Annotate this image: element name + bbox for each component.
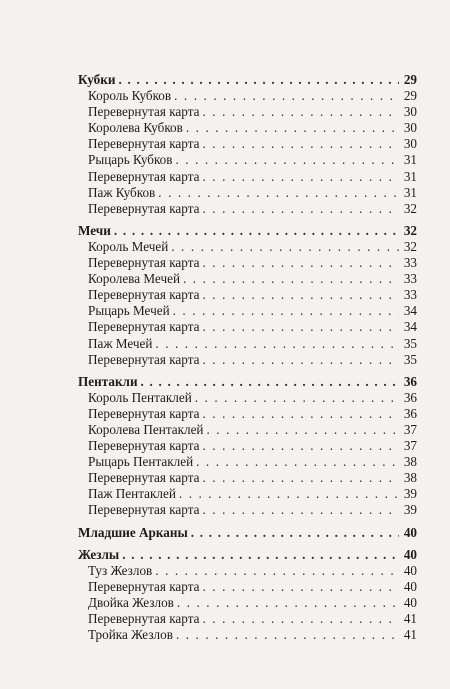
- toc-page-number: 34: [403, 303, 417, 319]
- toc-entry-title: Королева Пентаклей: [88, 421, 204, 437]
- toc-entry[interactable]: [78, 201, 417, 217]
- toc-page-number: 35: [403, 335, 417, 351]
- toc-page-number: 32: [403, 200, 417, 216]
- toc-section-heading[interactable]: [78, 525, 417, 541]
- toc-page-number: 32: [403, 238, 417, 254]
- toc-section-heading[interactable]: [78, 223, 417, 239]
- toc-entry-title: Перевернутая карта: [88, 168, 200, 184]
- toc-entry-title: Король Пентаклей: [88, 389, 192, 405]
- dot-leader: [179, 486, 399, 502]
- toc-entry[interactable]: [78, 611, 417, 627]
- toc-entry[interactable]: [78, 303, 417, 319]
- toc-page-number: 32: [403, 222, 417, 238]
- toc-section-title: Жезлы: [78, 546, 120, 562]
- dot-leader: [202, 319, 399, 335]
- dot-leader: [195, 390, 399, 406]
- toc-page-number: 29: [403, 88, 417, 104]
- toc-page-number: 38: [403, 470, 417, 486]
- toc-entry[interactable]: [78, 486, 417, 502]
- toc-entry-title: Король Кубков: [88, 88, 172, 104]
- dot-leader: [183, 271, 399, 287]
- toc-entry-title: Перевернутая карта: [88, 438, 200, 454]
- toc-page-number: 30: [403, 136, 417, 152]
- dot-leader: [202, 406, 399, 422]
- toc-section-title: Младшие Арканы: [78, 524, 188, 540]
- toc-entry-title: Перевернутая карта: [88, 136, 200, 152]
- dot-leader: [186, 120, 399, 136]
- toc-page-number: 39: [403, 502, 417, 518]
- toc-entry[interactable]: [78, 287, 417, 303]
- toc-page-number: 39: [403, 486, 417, 502]
- toc-page-number: 40: [403, 546, 417, 562]
- table-of-contents: [78, 72, 417, 643]
- toc-entry-title: Перевернутая карта: [88, 255, 200, 271]
- toc-section-heading[interactable]: [78, 72, 417, 88]
- toc-page-number: 30: [403, 104, 417, 120]
- dot-leader: [191, 525, 399, 541]
- toc-entry[interactable]: [78, 255, 417, 271]
- toc-entry-title: Перевернутая карта: [88, 502, 200, 518]
- toc-entry-title: Перевернутая карта: [88, 287, 200, 303]
- toc-entry[interactable]: [78, 319, 417, 335]
- toc-entry-title: Паж Пентаклей: [88, 486, 176, 502]
- toc-section-title: Мечи: [78, 222, 111, 238]
- toc-page-number: 31: [403, 168, 417, 184]
- dot-leader: [174, 88, 399, 104]
- toc-entry-title: Перевернутая карта: [88, 200, 200, 216]
- dot-leader: [155, 563, 399, 579]
- dot-leader: [207, 422, 400, 438]
- dot-leader: [202, 611, 399, 627]
- toc-entry-title: Рыцарь Пентаклей: [88, 454, 194, 470]
- dot-leader: [155, 336, 399, 352]
- dot-leader: [202, 287, 399, 303]
- toc-entry[interactable]: [78, 352, 417, 368]
- dot-leader: [202, 470, 399, 486]
- dot-leader: [171, 239, 399, 255]
- toc-entry-title: Паж Мечей: [88, 335, 153, 351]
- toc-page-number: 40: [403, 578, 417, 594]
- toc-entry-title: Рыцарь Мечей: [88, 303, 170, 319]
- dot-leader: [173, 303, 399, 319]
- toc-section-heading[interactable]: [78, 547, 417, 563]
- dot-leader: [158, 185, 399, 201]
- toc-page-number: 41: [403, 611, 417, 626]
- dot-leader: [114, 223, 399, 239]
- toc-entry-title: Рыцарь Кубков: [88, 152, 173, 168]
- toc-page-number: 33: [403, 287, 417, 303]
- toc-entry-title: Двойка Жезлов: [88, 594, 174, 610]
- toc-entry-title: Перевернутая карта: [88, 351, 200, 367]
- dot-leader: [202, 169, 399, 185]
- toc-entry-title: Перевернутая карта: [88, 104, 200, 120]
- toc-entry-title: Тройка Жезлов: [88, 627, 173, 643]
- toc-entry[interactable]: [78, 502, 417, 518]
- toc-page-number: 36: [403, 405, 417, 421]
- toc-entry-title: Король Мечей: [88, 238, 169, 254]
- dot-leader: [177, 595, 399, 611]
- toc-entry[interactable]: [78, 336, 417, 352]
- dot-leader: [141, 374, 399, 390]
- toc-entry[interactable]: [78, 120, 417, 136]
- toc-page-number: 40: [403, 594, 417, 610]
- toc-page-number: 33: [403, 255, 417, 271]
- dot-leader: [202, 438, 399, 454]
- toc-entry[interactable]: [78, 136, 417, 152]
- toc-entry[interactable]: [78, 271, 417, 287]
- toc-entry[interactable]: [78, 563, 417, 579]
- toc-entry[interactable]: [78, 169, 417, 185]
- dot-leader: [202, 136, 399, 152]
- toc-entry[interactable]: [78, 104, 417, 120]
- toc-page-number: 37: [403, 438, 417, 454]
- toc-entry-title: Туз Жезлов: [88, 562, 153, 578]
- dot-leader: [122, 547, 399, 563]
- toc-entry-title: Перевернутая карта: [88, 470, 200, 486]
- toc-page-number: 38: [403, 454, 417, 470]
- toc-entry[interactable]: [78, 185, 417, 201]
- toc-entry[interactable]: [78, 595, 417, 611]
- toc-entry[interactable]: [78, 152, 417, 168]
- toc-page-number: 36: [403, 373, 417, 389]
- dot-leader: [202, 255, 399, 271]
- toc-entry[interactable]: [78, 88, 417, 104]
- dot-leader: [176, 627, 399, 643]
- toc-entry[interactable]: [78, 422, 417, 438]
- toc-entry[interactable]: [78, 438, 417, 454]
- toc-entry[interactable]: [78, 470, 417, 486]
- toc-entry-title: Перевернутая карта: [88, 405, 200, 421]
- toc-entry[interactable]: [78, 627, 417, 643]
- toc-page-number: 31: [403, 184, 417, 200]
- toc-section-heading[interactable]: [78, 374, 417, 390]
- toc-section-title: Пентакли: [78, 373, 138, 389]
- toc-page-number: 41: [403, 627, 417, 643]
- toc-page-number: 30: [403, 120, 417, 136]
- dot-leader: [176, 152, 400, 168]
- dot-leader: [118, 72, 399, 88]
- toc-page-number: 34: [403, 319, 417, 335]
- toc-page-number: 37: [403, 421, 417, 437]
- toc-entry-title: Перевернутая карта: [88, 578, 200, 594]
- toc-section-title: Кубки: [78, 72, 116, 87]
- dot-leader: [196, 454, 399, 470]
- dot-leader: [202, 104, 399, 120]
- toc-entry[interactable]: [78, 406, 417, 422]
- toc-entry[interactable]: [78, 390, 417, 406]
- dot-leader: [202, 502, 399, 518]
- toc-page-number: 36: [403, 389, 417, 405]
- toc-entry-title: Паж Кубков: [88, 184, 156, 200]
- dot-leader: [202, 201, 399, 217]
- toc-entry[interactable]: [78, 579, 417, 595]
- toc-page-number: 33: [403, 271, 417, 287]
- toc-page-number: 35: [403, 351, 417, 367]
- toc-entry[interactable]: [78, 454, 417, 470]
- dot-leader: [202, 579, 399, 595]
- toc-entry-title: Перевернутая карта: [88, 611, 200, 626]
- toc-page-number: 29: [403, 72, 417, 87]
- toc-entry[interactable]: [78, 239, 417, 255]
- dot-leader: [202, 352, 399, 368]
- toc-page-number: 40: [403, 562, 417, 578]
- toc-page-number: 40: [403, 524, 417, 540]
- toc-entry-title: Перевернутая карта: [88, 319, 200, 335]
- toc-entry-title: Королева Кубков: [88, 120, 183, 136]
- toc-page-number: 31: [403, 152, 417, 168]
- toc-entry-title: Королева Мечей: [88, 271, 181, 287]
